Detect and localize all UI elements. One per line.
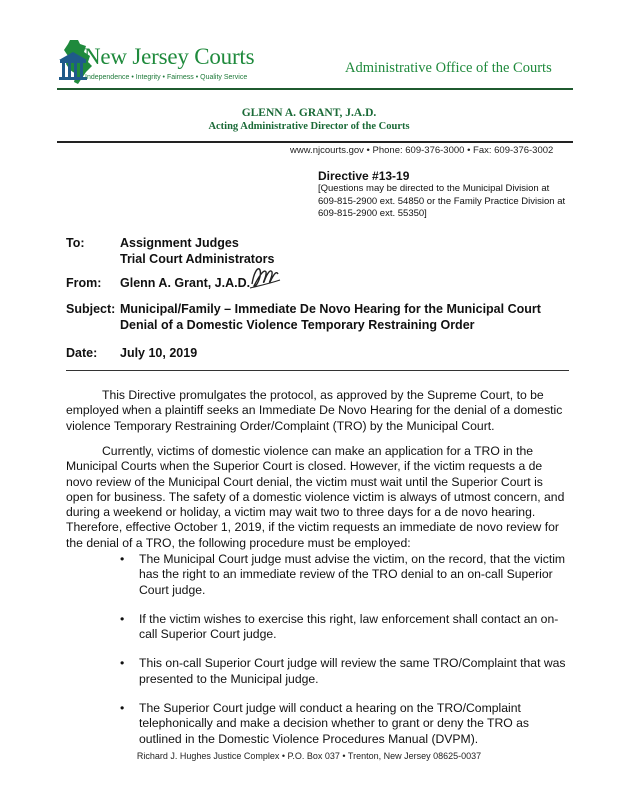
logo-title: New Jersey Courts — [84, 44, 255, 69]
bullet-icon: • — [120, 656, 125, 671]
footer-address: Richard J. Hughes Justice Complex • P.O. Box 037 • Trenton, New Jersey 08625-0037 — [136, 751, 482, 761]
subject-line: Municipal/Family – Immediate De Novo Hearing for the Municipal Court — [120, 302, 541, 316]
office-name: Administrative Office of the Courts — [345, 60, 552, 76]
contact-line: www.njcourts.gov • Phone: 609-376-3000 • Fax: 609-376-3002 — [290, 145, 554, 156]
subject-value — [120, 302, 541, 333]
directive-note: [Questions may be directed to the Municipal Division at 609-815-2900 ext. 54850 or the Family Practice Division at 609-815-2900 ext. 55350] — [318, 183, 566, 219]
handwritten-signature — [248, 262, 282, 292]
list-item — [120, 701, 570, 747]
subject-line: Denial of a Domestic Violence Temporary Restraining Order — [120, 317, 475, 332]
bullet-icon: • — [120, 701, 125, 716]
director-name: GLENN A. GRANT, J.A.D. — [241, 107, 377, 119]
date-label: Date: — [66, 346, 98, 360]
list-item-text: This on-call Superior Court judge will review the same TRO/Complaint that was presented to the Municipal judge. — [139, 656, 566, 686]
bullet-icon: • — [120, 611, 125, 626]
director-title: Acting Administrative Director of the Courts — [208, 121, 410, 132]
logo-tagline: Independence • Integrity • Fairness • Quality Service — [85, 74, 248, 81]
subject-label: Subject: — [66, 302, 116, 316]
to-label: To: — [66, 236, 85, 250]
memo-divider — [66, 370, 569, 371]
header-divider — [57, 88, 573, 90]
letterhead-divider — [57, 141, 573, 143]
from-value: Glenn A. Grant, J.A.D. — [120, 276, 251, 290]
intro-paragraph — [66, 388, 569, 434]
to-recipient-line: Trial Court Administrators — [120, 251, 275, 266]
list-item-text: The Municipal Court judge must advise the victim, on the record, that the victim has the right to an immediate review of the TRO denial to an on-call Superior Court judge. — [139, 552, 566, 597]
list-item — [120, 612, 570, 643]
list-item — [120, 552, 570, 598]
date-value: July 10, 2019 — [120, 346, 198, 360]
list-item — [120, 656, 570, 687]
list-item-text: If the victim wishes to exercise this right, law enforcement shall contact an on-call Superior Court judge. — [139, 611, 559, 642]
intro-paragraph-text: This Directive promulgates the protocol, as approved by the Supreme Court, to be employed when a plaintiff seeks an Immediate De Novo Hearing for the denial of a domestic violence Temporary Restraining Order/Complaint (TRO) by the Municipal Court. — [66, 388, 563, 433]
to-recipient-line: Assignment Judges — [120, 236, 239, 250]
bullet-icon: • — [120, 552, 125, 566]
procedure-list — [120, 552, 570, 761]
from-label: From: — [66, 276, 102, 290]
procedure-paragraph-text: Currently, victims of domestic violence can make an application for a TRO in the Municipal Courts when the Superior Court is closed. However, if the victim requests a de novo review of the Municipal Court denial, the victim must wait until the Superior Court is open for business. The safety of a domestic violence victim is always of utmost concern, and during a weekend or holiday, a victim may wait two to three days for a de novo hearing. Therefore, effective October 1, 2019, if the victim requests an immediate de novo review for the denial of a TRO, the following procedure must be employed: — [66, 444, 565, 550]
directive-number: Directive #13-19 — [318, 169, 410, 183]
procedure-paragraph — [66, 444, 569, 551]
list-item-text: The Superior Court judge will conduct a hearing on the TRO/Complaint telephonically and make a decision whether to grant or deny the TRO as outlined in the Domestic Violence Procedures Manual (DVPM). — [139, 701, 529, 746]
